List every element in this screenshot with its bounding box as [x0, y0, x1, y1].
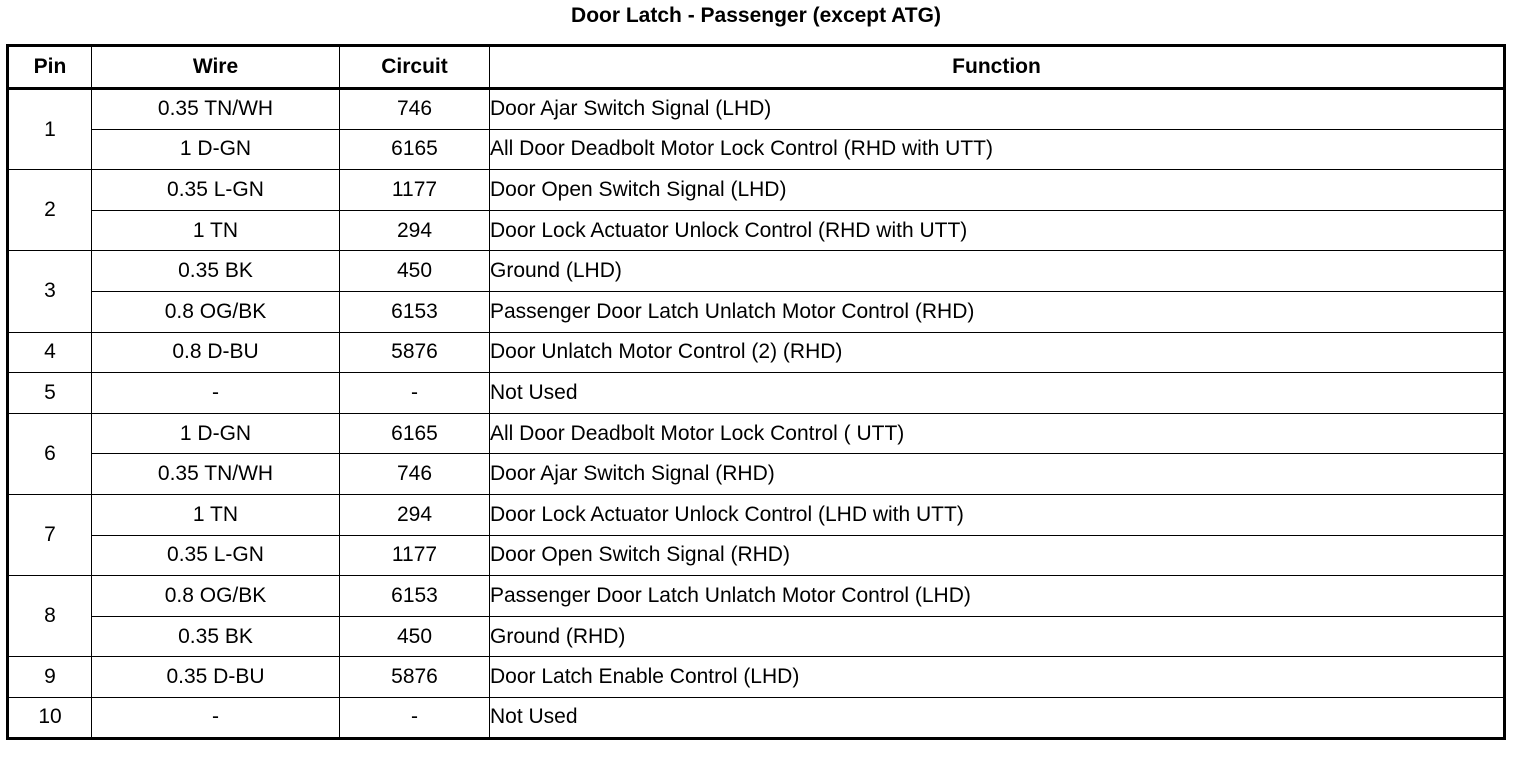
header-function: Function	[490, 46, 1505, 89]
circuit-cell: -	[340, 697, 490, 738]
wire-cell: -	[92, 373, 340, 414]
pin-cell: 1	[8, 89, 92, 170]
table-row	[8, 454, 1505, 495]
pin-cell: 5	[8, 373, 92, 414]
table-row	[8, 494, 1505, 535]
circuit-cell: 6165	[340, 413, 490, 454]
function-cell: Door Lock Actuator Unlock Control (RHD with UTT)	[490, 210, 1505, 251]
wire-cell: 0.8 D-BU	[92, 332, 340, 373]
pin-cell: 4	[8, 332, 92, 373]
wire-cell: 1 TN	[92, 494, 340, 535]
function-cell: Not Used	[490, 373, 1505, 414]
header-wire: Wire	[92, 46, 340, 89]
wire-cell: 1 D-GN	[92, 129, 340, 170]
circuit-cell: 1177	[340, 170, 490, 211]
table-row	[8, 657, 1505, 698]
table-row	[8, 170, 1505, 211]
table-row	[8, 373, 1505, 414]
function-cell: Ground (LHD)	[490, 251, 1505, 292]
header-pin: Pin	[8, 46, 92, 89]
wire-cell: 0.35 D-BU	[92, 657, 340, 698]
circuit-cell: 294	[340, 494, 490, 535]
wire-cell: 0.35 BK	[92, 251, 340, 292]
table-row	[8, 332, 1505, 373]
table-row	[8, 251, 1505, 292]
circuit-cell: 450	[340, 251, 490, 292]
wire-cell: 0.35 BK	[92, 616, 340, 657]
table-row	[8, 616, 1505, 657]
pinout-table	[6, 44, 1506, 740]
function-cell: Ground (RHD)	[490, 616, 1505, 657]
header-row	[8, 46, 1505, 89]
table-body	[8, 89, 1505, 739]
pin-cell: 7	[8, 494, 92, 575]
circuit-cell: 6153	[340, 291, 490, 332]
pin-cell: 10	[8, 697, 92, 738]
wire-cell: 1 TN	[92, 210, 340, 251]
table-row	[8, 291, 1505, 332]
function-cell: Not Used	[490, 697, 1505, 738]
circuit-cell: 450	[340, 616, 490, 657]
function-cell: Passenger Door Latch Unlatch Motor Control (LHD)	[490, 576, 1505, 617]
wire-cell: 0.35 TN/WH	[92, 454, 340, 495]
table-header	[8, 46, 1505, 89]
function-cell: Door Unlatch Motor Control (2) (RHD)	[490, 332, 1505, 373]
table-row	[8, 210, 1505, 251]
circuit-cell: 6165	[340, 129, 490, 170]
table-row	[8, 576, 1505, 617]
function-cell: Door Latch Enable Control (LHD)	[490, 657, 1505, 698]
table-row	[8, 89, 1505, 130]
circuit-cell: 746	[340, 454, 490, 495]
document-title: Door Latch - Passenger (except ATG)	[571, 4, 941, 27]
function-cell: Door Ajar Switch Signal (LHD)	[490, 89, 1505, 130]
wire-cell: 0.35 L-GN	[92, 170, 340, 211]
circuit-cell: 294	[340, 210, 490, 251]
pin-cell: 8	[8, 576, 92, 657]
pin-cell: 3	[8, 251, 92, 332]
circuit-cell: -	[340, 373, 490, 414]
function-cell: Door Lock Actuator Unlock Control (LHD with UTT)	[490, 494, 1505, 535]
function-cell: Door Open Switch Signal (LHD)	[490, 170, 1505, 211]
function-cell: All Door Deadbolt Motor Lock Control (RHD with UTT)	[490, 129, 1505, 170]
function-cell: Door Open Switch Signal (RHD)	[490, 535, 1505, 576]
circuit-cell: 1177	[340, 535, 490, 576]
header-circuit: Circuit	[340, 46, 490, 89]
wire-cell: 0.35 TN/WH	[92, 89, 340, 130]
table-row	[8, 697, 1505, 738]
table-row	[8, 413, 1505, 454]
circuit-cell: 746	[340, 89, 490, 130]
function-cell: Door Ajar Switch Signal (RHD)	[490, 454, 1505, 495]
pin-cell: 9	[8, 657, 92, 698]
circuit-cell: 6153	[340, 576, 490, 617]
circuit-cell: 5876	[340, 657, 490, 698]
wire-cell: 0.35 L-GN	[92, 535, 340, 576]
wire-cell: 1 D-GN	[92, 413, 340, 454]
table-row	[8, 535, 1505, 576]
function-cell: Passenger Door Latch Unlatch Motor Control (RHD)	[490, 291, 1505, 332]
pin-cell: 2	[8, 170, 92, 251]
circuit-cell: 5876	[340, 332, 490, 373]
wire-cell: 0.8 OG/BK	[92, 576, 340, 617]
wire-cell: -	[92, 697, 340, 738]
pin-cell: 6	[8, 413, 92, 494]
function-cell: All Door Deadbolt Motor Lock Control ( UTT)	[490, 413, 1505, 454]
table-row	[8, 129, 1505, 170]
wire-cell: 0.8 OG/BK	[92, 291, 340, 332]
